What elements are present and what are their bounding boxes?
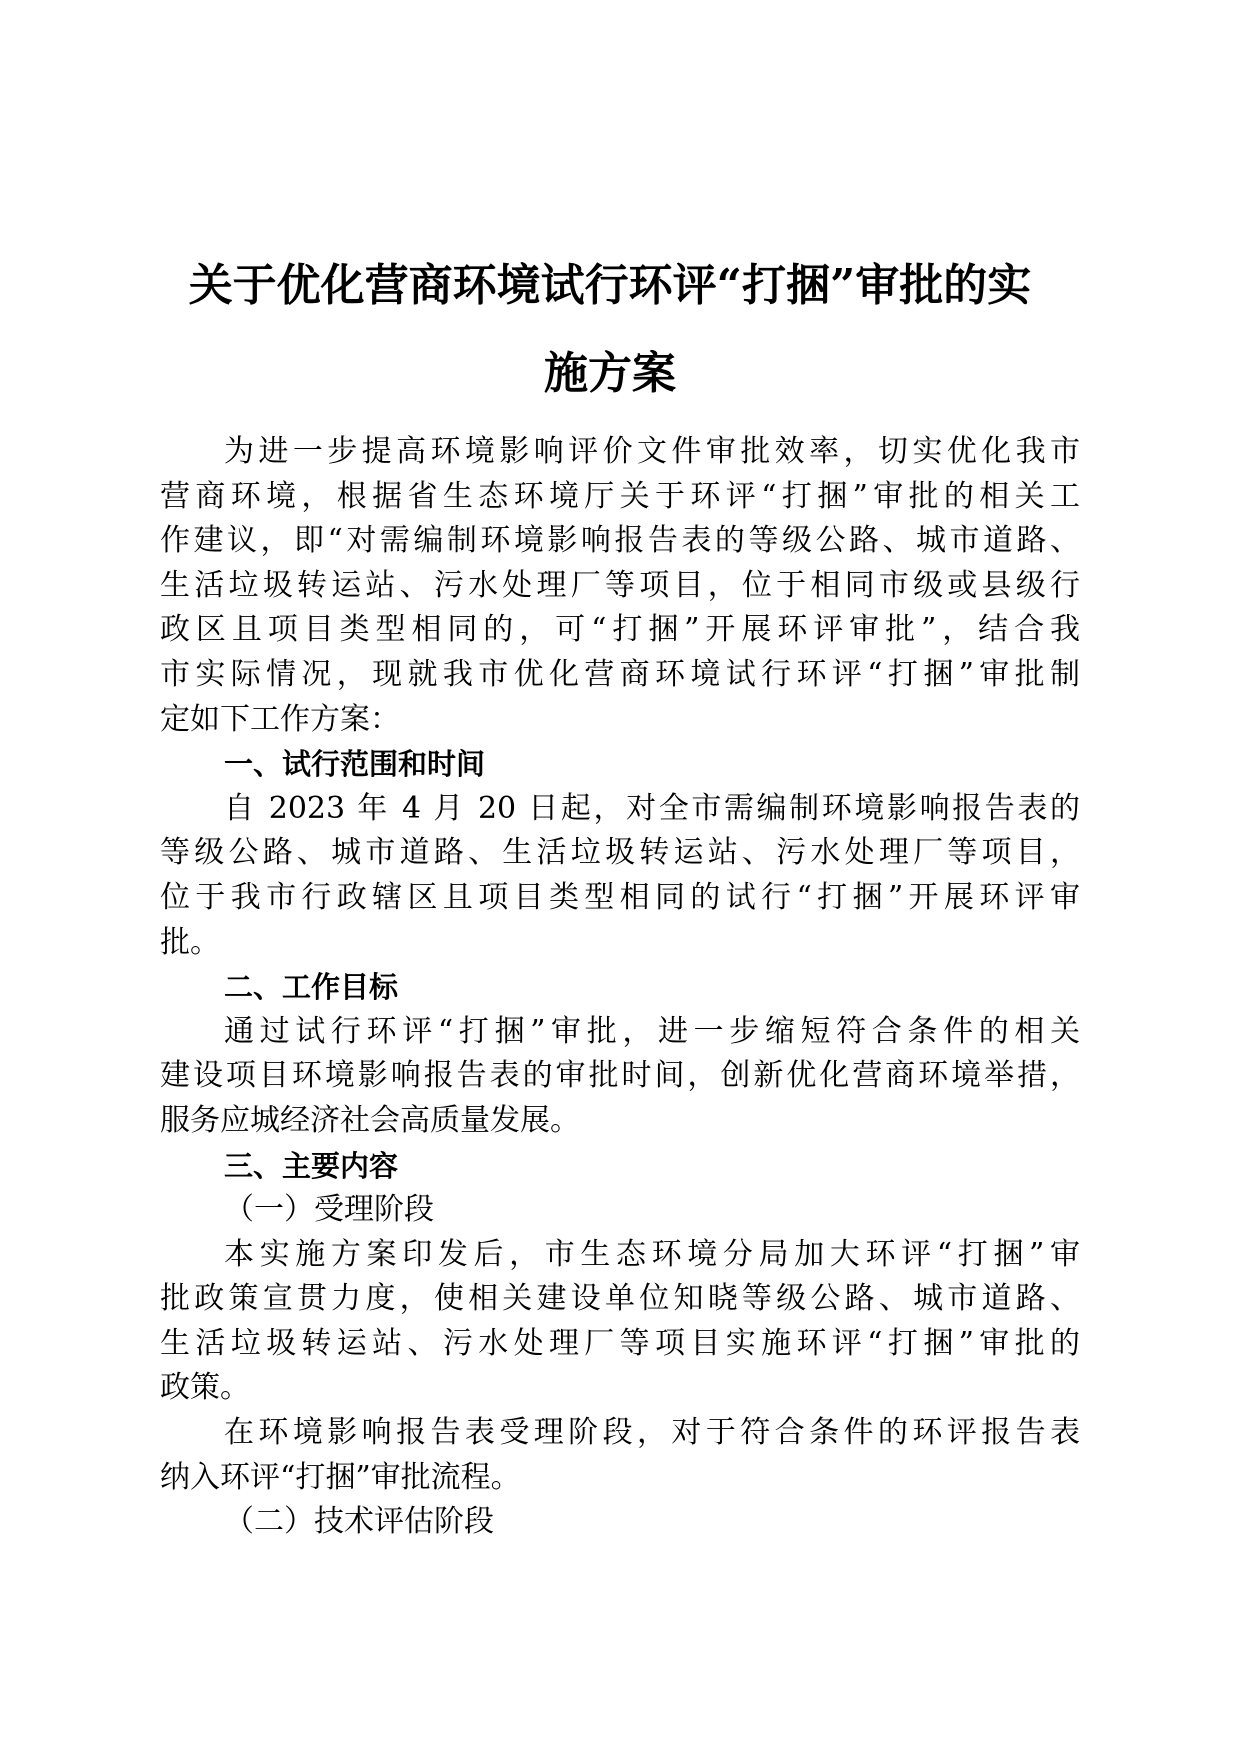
body-text-line: 等级公路、城市道路、生活垃圾转运站、污水处理厂等项目， <box>160 835 1080 871</box>
body-text-line: 政策。 <box>160 1370 250 1406</box>
body-text-line: 为进一步提高环境影响评价文件审批效率，切实优化我市 <box>224 434 1080 469</box>
body-text-line: 批。 <box>160 924 220 960</box>
document-title-line-2: 施方案 <box>544 348 676 399</box>
body-text-line: 本实施方案印发后，市生态环境分局加大环评“打捆”审 <box>224 1236 1080 1272</box>
body-text-line: 市实际情况，现就我市优化营商环境试行环评“打捆”审批制 <box>160 656 1080 692</box>
body-text-line: 批政策宣贯力度，使相关建设单位知晓等级公路、城市道路、 <box>160 1281 1080 1317</box>
body-text-line: 建设项目环境影响报告表的审批时间，创新优化营商环境举措， <box>160 1058 1080 1094</box>
body-text-line: 定如下工作方案： <box>160 701 400 737</box>
body-text-line: 服务应城经济社会高质量发展。 <box>160 1102 580 1138</box>
body-text-line: 位于我市行政辖区且项目类型相同的试行“打捆”开展环评审 <box>160 879 1080 915</box>
section-heading: 三、主要内容 <box>224 1148 399 1183</box>
body-text-line: 政区且项目类型相同的，可“打捆”开展环评审批”，结合我 <box>160 612 1080 648</box>
body-text-line: 生活垃圾转运站、污水处理厂等项目实施环评“打捆”审批的 <box>160 1325 1080 1361</box>
body-text-line: 在环境影响报告表受理阶段，对于符合条件的环评报告表 <box>224 1415 1080 1451</box>
document-title-line-1: 关于优化营商环境试行环评“打捆”审批的实 <box>188 260 1032 311</box>
body-text-line: 自 2023 年 4 月 20 日起，对全市需编制环境影响报告表的 <box>224 790 1080 826</box>
section-heading: 二、工作目标 <box>224 970 399 1005</box>
document-body <box>160 430 1080 1545</box>
section-heading: 一、试行范围和时间 <box>224 747 486 782</box>
body-text-line: 作建议，即“对需编制环境影响报告表的等级公路、城市道路、 <box>160 523 1080 559</box>
body-text-line: （一）受理阶段 <box>224 1192 434 1228</box>
body-text-line: （二）技术评估阶段 <box>224 1504 494 1540</box>
body-text-line: 营商环境，根据省生态环境厅关于环评“打捆”审批的相关工 <box>160 478 1080 514</box>
body-text-line: 通过试行环评“打捆”审批，进一步缩短符合条件的相关 <box>224 1013 1080 1049</box>
body-text-line: 纳入环评“打捆”审批流程。 <box>160 1459 521 1495</box>
body-text-line: 生活垃圾转运站、污水处理厂等项目，位于相同市级或县级行 <box>160 567 1080 603</box>
